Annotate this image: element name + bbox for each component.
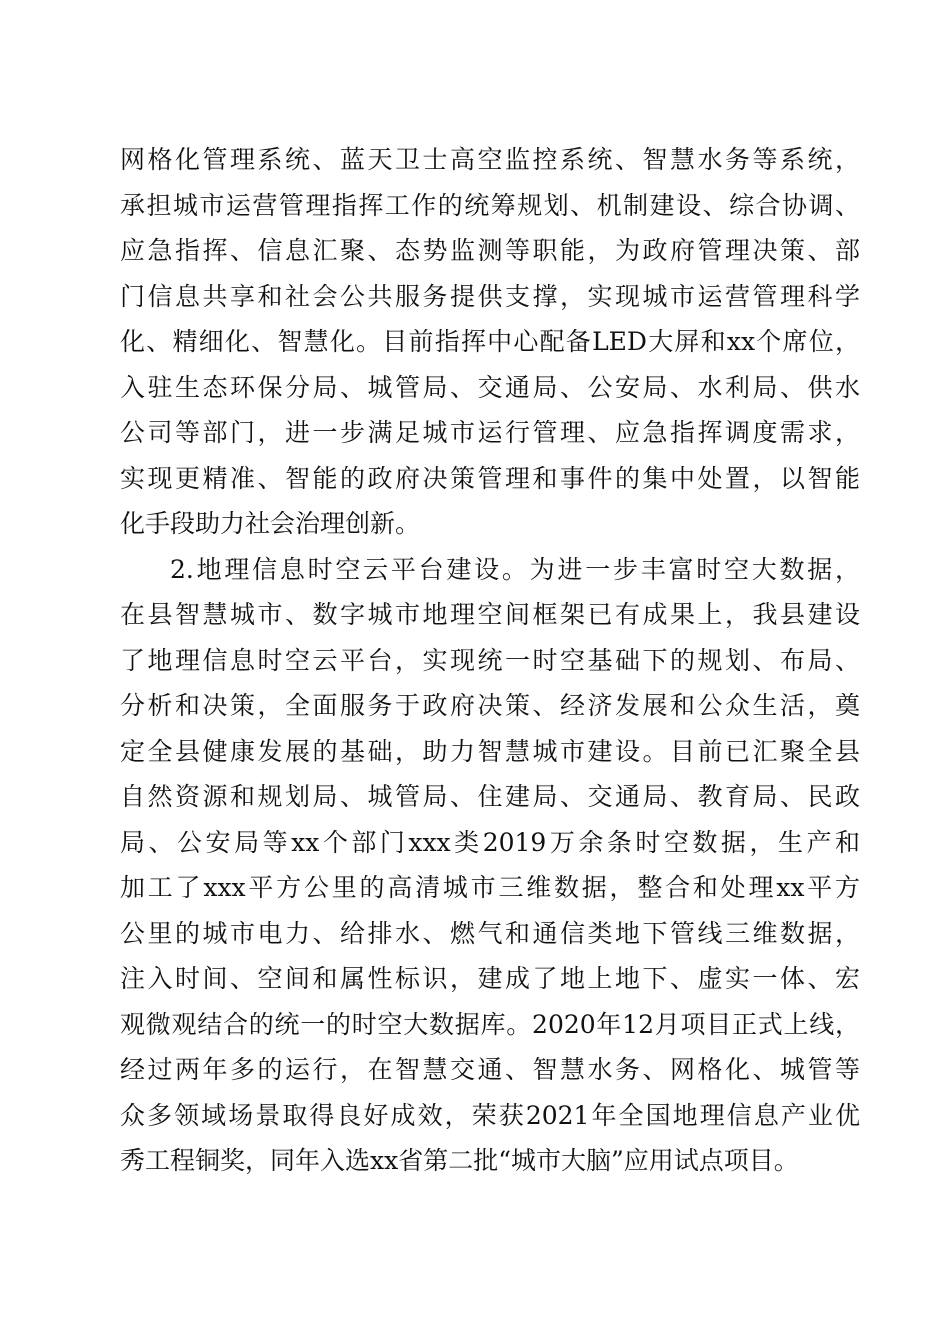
text-line: 应急指挥、信息汇聚、态势监测等职能，为政府管理决策、部 xyxy=(120,236,860,265)
text-line: 2.地理信息时空云平台建设。为进一步丰富时空大数据， xyxy=(170,554,860,584)
text-line: 众多领域场景取得良好成效，荣获2021年全国地理信息产业优 xyxy=(120,1100,860,1130)
paragraph xyxy=(120,547,860,1184)
text-line: 化手段助力社会治理创新。 xyxy=(120,509,421,538)
text-line: 承担城市运营管理指挥工作的统筹规划、机制建设、综合协调、 xyxy=(120,190,860,220)
text-line: 化、精细化、智慧化。目前指挥中心配备LED大屏和xx个席位， xyxy=(120,327,860,356)
text-line: 加工了xxx平方公里的高清城市三维数据，整合和处理xx平方 xyxy=(120,873,860,902)
text-line: 经过两年多的运行，在智慧交通、智慧水务、网格化、城管等 xyxy=(120,1055,860,1084)
text-line: 了地理信息时空云平台，实现统一时空基础下的规划、布局、 xyxy=(120,645,860,675)
paragraph xyxy=(120,137,860,547)
text-line: 自然资源和规划局、城管局、住建局、交通局、教育局、民政 xyxy=(120,782,860,811)
text-line: 在县智慧城市、数字城市地理空间框架已有成果上，我县建设 xyxy=(120,600,860,629)
text-line: 实现更精准、智能的政府决策管理和事件的集中处置，以智能 xyxy=(120,463,860,493)
text-line: 定全县健康发展的基础，助力智慧城市建设。目前已汇聚全县 xyxy=(120,736,860,766)
text-line: 网格化管理系统、蓝天卫士高空监控系统、智慧水务等系统， xyxy=(120,145,860,174)
text-line: 局、公安局等xx个部门xxx类2019万余条时空数据，生产和 xyxy=(120,827,860,857)
text-line: 分析和决策，全面服务于政府决策、经济发展和公众生活，奠 xyxy=(120,691,860,720)
text-line: 公里的城市电力、给排水、燃气和通信类地下管线三维数据， xyxy=(120,918,860,948)
text-line: 秀工程铜奖，同年入选xx省第二批“城市大脑”应用试点项目。 xyxy=(120,1146,799,1175)
text-line: 公司等部门，进一步满足城市运行管理、应急指挥调度需求， xyxy=(120,418,860,447)
text-line: 门信息共享和社会公共服务提供支撑，实现城市运营管理科学 xyxy=(120,281,860,311)
text-line: 入驻生态环保分局、城管局、交通局、公安局、水利局、供水 xyxy=(120,372,860,402)
text-line: 注入时间、空间和属性标识，建成了地上地下、虚实一体、宏 xyxy=(120,964,860,993)
text-line: 观微观结合的统一的时空大数据库。2020年12月项目正式上线， xyxy=(120,1009,860,1039)
body-text xyxy=(120,137,860,1184)
